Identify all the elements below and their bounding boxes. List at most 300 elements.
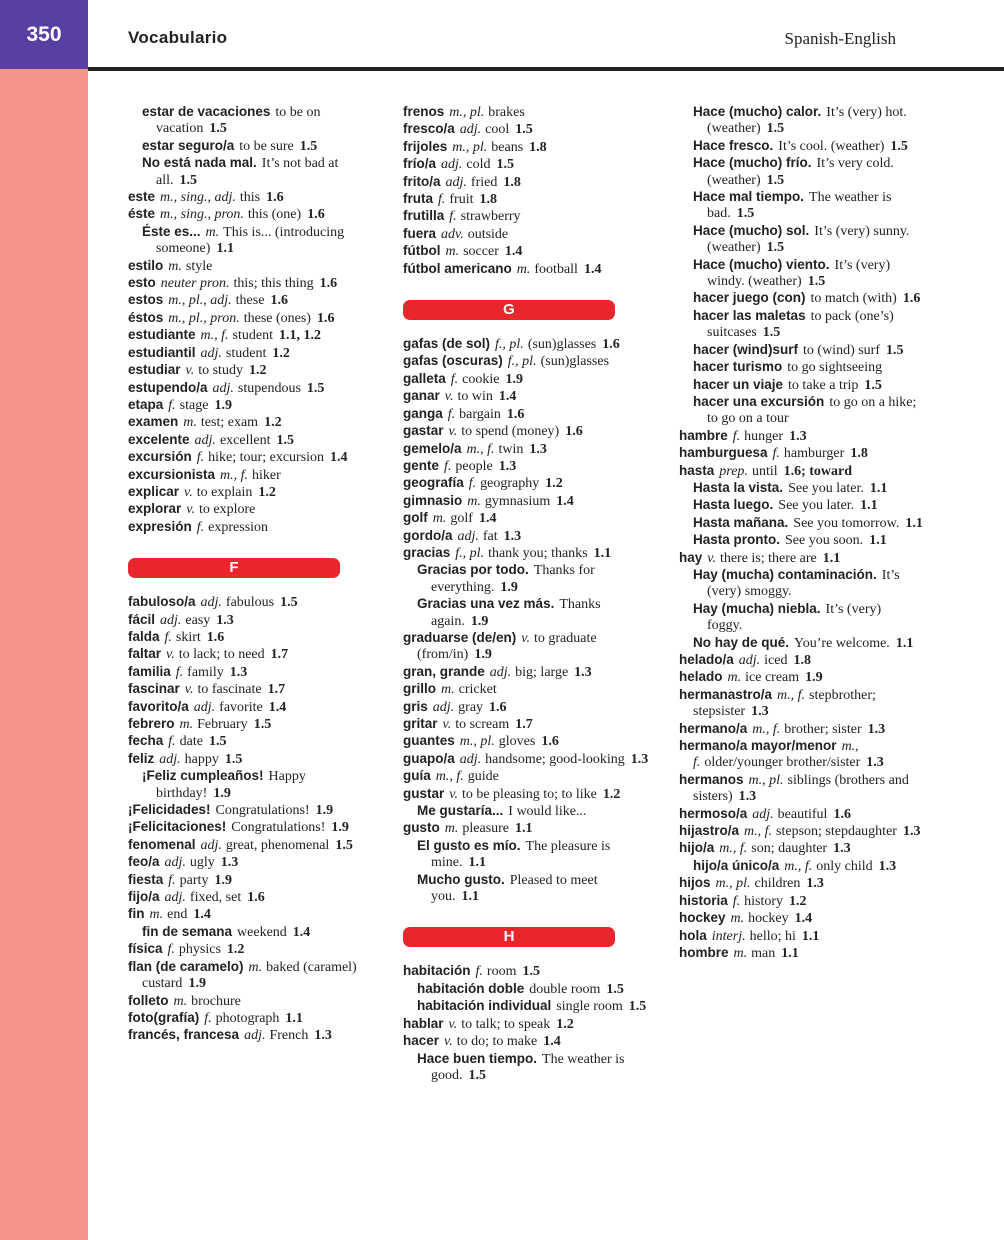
headword: Hace fresco. (693, 137, 774, 153)
lesson-reference: 1.5 (807, 274, 826, 290)
vocab-entry (128, 1010, 374, 1027)
lesson-reference: 1.9 (213, 785, 231, 801)
grammar-label: adj. (212, 380, 234, 396)
definition: beautiful (777, 806, 828, 822)
headword: expresión (128, 518, 192, 534)
definition: children (754, 876, 801, 892)
headword: favorito/a (128, 698, 189, 714)
headword: guía (403, 768, 431, 784)
headword: Gracias por todo. (417, 562, 529, 578)
lesson-reference: 1.4 (330, 450, 348, 466)
headword: habitación (403, 963, 471, 979)
header-rule (88, 67, 1004, 71)
grammar-label: adj. (160, 612, 182, 628)
vocab-entry (128, 629, 374, 646)
grammar-label: m., f. (466, 441, 495, 457)
grammar-label: adj. (200, 837, 222, 853)
definition: strawberry (460, 209, 521, 225)
grammar-label: m., pl. (459, 734, 495, 750)
definition: It’s (very) foggy. (707, 601, 882, 634)
lesson-reference: 1.5 (306, 380, 325, 396)
lesson-reference: 1.1 (895, 635, 914, 651)
lesson-reference: 1.8 (850, 446, 868, 462)
headword: feo/a (128, 854, 160, 870)
grammar-label: v. (184, 682, 194, 698)
grammar-label: v. (166, 647, 175, 663)
grammar-label: v. (521, 630, 530, 646)
headword: fijo/a (128, 889, 160, 905)
vocab-entry (403, 191, 649, 208)
grammar-label: f. (475, 964, 483, 980)
definition: end (167, 907, 188, 923)
grammar-label: v. (707, 550, 716, 566)
lesson-reference: 1.3 (314, 1028, 332, 1044)
definition: to study (198, 363, 243, 379)
definition: room (486, 964, 517, 980)
definition: to graduate (from/in) (417, 630, 597, 663)
vocab-entry (403, 493, 649, 510)
definition: hockey (748, 911, 789, 927)
definition: See you soon. (785, 533, 864, 549)
lesson-reference: 1.6 (266, 190, 284, 206)
lesson-reference: 1.2 (602, 786, 621, 802)
grammar-label: adj. (459, 751, 482, 767)
lesson-reference: 1.6 (902, 291, 921, 307)
vocab-entry (128, 837, 374, 854)
definition: style (185, 258, 213, 274)
sub-entry (679, 377, 925, 394)
headword: hacer juego (con) (693, 290, 806, 306)
lesson-reference: 1.1 (285, 1010, 303, 1026)
lesson-reference: 1.5 (766, 240, 785, 256)
headword: estar seguro/a (142, 137, 235, 153)
grammar-label: m. (168, 258, 182, 274)
sub-entry (679, 567, 925, 601)
vocab-entry (679, 738, 925, 772)
lesson-reference: 1.4 (478, 511, 497, 527)
lesson-reference: 1.5 (209, 121, 227, 137)
headword: frito/a (403, 173, 441, 189)
lesson-reference: 1.7 (270, 647, 289, 663)
vocab-entry (403, 716, 649, 733)
headword: helado (679, 669, 723, 685)
headword: estilo (128, 257, 164, 273)
lesson-reference: 1.5 (280, 595, 298, 611)
headword: hola (679, 927, 707, 943)
lesson-reference: 1.5 (886, 342, 904, 358)
headword: hablar (403, 1015, 444, 1031)
headword: febrero (128, 716, 175, 731)
headword: explorar (128, 501, 182, 517)
vocab-entry (403, 371, 649, 388)
lesson-reference: 1.1 (216, 241, 234, 257)
definition: ice cream (745, 670, 800, 686)
sub-entry (403, 562, 649, 596)
lesson-reference: 1.3 (789, 428, 807, 444)
lesson-reference: 1.9 (315, 803, 334, 819)
definition: golf (450, 511, 473, 527)
headword: grillo (403, 681, 436, 697)
headword: gastar (403, 423, 444, 439)
headword: Hasta pronto. (693, 532, 781, 548)
definition: thank you; thanks (488, 545, 588, 561)
vocab-entry (128, 501, 374, 518)
definition: brochure (191, 993, 241, 1009)
grammar-label: m., f. (693, 739, 859, 771)
headword: fuera (403, 225, 437, 241)
headword: fácil (128, 611, 156, 627)
vocab-entry (128, 414, 374, 431)
lesson-reference: 1.2 (264, 415, 282, 431)
grammar-label: m. (727, 670, 742, 686)
lesson-reference: 1.1 (905, 515, 923, 531)
lesson-reference: 1.1 (515, 821, 533, 837)
definition: stupendous (237, 380, 301, 396)
sub-entry (679, 532, 925, 549)
lesson-reference: 1.5 (299, 138, 318, 154)
grammar-label: adj. (193, 699, 216, 715)
definition: to do; to make (456, 1034, 538, 1050)
lesson-reference: 1.5 (522, 964, 540, 980)
definition: guide (467, 769, 499, 785)
headword: estupendo/a (128, 379, 208, 395)
headword: gafas (de sol) (403, 336, 491, 352)
grammar-label: m. (149, 907, 164, 923)
headword: No hay de qué. (693, 634, 790, 650)
grammar-label: adj. (752, 806, 774, 822)
vocab-entry (403, 820, 649, 837)
sub-entry (128, 224, 374, 258)
definition: these (ones) (243, 310, 311, 326)
definition: this (239, 190, 261, 206)
vocab-entry (128, 819, 374, 836)
headword: flan (de caramelo) (128, 958, 244, 974)
definition: son; daughter (751, 841, 828, 857)
definition: The pleasure is mine. (431, 838, 611, 871)
headword: hacer las maletas (693, 307, 806, 323)
lesson-reference: 1.1 (781, 945, 799, 961)
definition: Congratulations! (215, 803, 310, 819)
definition: Thanks again. (431, 597, 601, 629)
lesson-reference: 1.2 (248, 363, 267, 379)
lesson-reference: 1.4 (583, 261, 602, 277)
headword: guantes (403, 733, 455, 749)
headword: ¡Felicitaciones! (128, 819, 227, 835)
vocab-entry (128, 594, 374, 611)
definition: gymnasium (484, 493, 551, 509)
sub-entry (679, 189, 925, 223)
vocab-entry (403, 786, 649, 803)
headword: feliz (128, 750, 155, 766)
grammar-label: adj. (441, 157, 463, 173)
headword: graduarse (de/en) (403, 629, 517, 645)
definition: to (wind) surf (803, 342, 881, 358)
grammar-label: f. (468, 476, 477, 492)
lesson-reference: 1.1 (860, 498, 878, 514)
letter-header-h: H (403, 927, 615, 947)
definition: cold (466, 157, 491, 173)
headword: foto(grafía) (128, 1009, 200, 1025)
grammar-label: adj. (489, 664, 512, 680)
definition: to spend (money) (461, 424, 560, 440)
grammar-label: f. (168, 397, 176, 413)
lesson-reference: 1.4 (504, 244, 523, 260)
sub-entry (679, 342, 925, 359)
headword: ganga (403, 405, 443, 421)
headword: gordo/a (403, 527, 453, 543)
vocab-entry (403, 104, 649, 121)
lesson-reference: 1.6 (270, 293, 288, 309)
definition: See you tomorrow. (793, 515, 900, 531)
grammar-label: v. (444, 1034, 453, 1050)
grammar-label: v. (442, 717, 452, 732)
headword: fútbol (403, 243, 441, 259)
definition: hike; tour; excursion (208, 450, 325, 466)
lesson-reference: 1.3 (806, 876, 824, 892)
lesson-reference: 1.8 (529, 139, 547, 155)
headword: Hay (mucha) contaminación. (693, 566, 877, 582)
definition: easy (185, 612, 211, 628)
lesson-reference: 1.4 (543, 1034, 561, 1050)
headword: hamburguesa (679, 445, 768, 461)
sidebar-band (0, 0, 88, 1240)
lesson-reference: 1.5 (276, 432, 294, 448)
grammar-label: f. (196, 519, 205, 535)
headword: gran, grande (403, 663, 485, 679)
headword: Hace (mucho) viento. (693, 256, 830, 272)
definition: cricket (458, 682, 497, 698)
headword: excursionista (128, 466, 216, 482)
column-2 (403, 104, 649, 1084)
definition: outside (467, 226, 509, 242)
vocab-entry (679, 945, 925, 962)
vocab-entry (403, 699, 649, 716)
lesson-reference: 1.2 (556, 1016, 574, 1032)
definition: to fascinate (197, 682, 262, 698)
headword: hockey (679, 910, 726, 926)
grammar-label: f., pl. (495, 337, 524, 353)
definition: single room (556, 999, 623, 1015)
sub-entry (128, 138, 374, 155)
grammar-label: f. (732, 428, 741, 444)
definition: big; large (515, 664, 569, 680)
grammar-label: m., pl., adj. (168, 293, 232, 309)
lesson-reference: 1.4 (794, 911, 813, 927)
vocab-entry (403, 388, 649, 405)
headword: Hasta la vista. (693, 479, 784, 495)
sub-entry (679, 635, 925, 652)
definition: It’s not bad at all. (156, 156, 339, 188)
definition: February (197, 717, 248, 732)
grammar-label: f. (447, 406, 456, 422)
definition: favorite (219, 699, 263, 715)
grammar-label: m. (432, 511, 447, 527)
grammar-label: m., pl. (449, 105, 485, 120)
definition: stepbrother; stepsister (693, 687, 876, 720)
headword: hacer un viaje (693, 376, 784, 392)
definition: twin (498, 441, 524, 457)
vocab-entry (679, 669, 925, 686)
sub-entry (679, 359, 925, 376)
lesson-reference: 1.3 (902, 824, 921, 840)
vocab-entry (403, 353, 649, 370)
sub-entry (403, 1051, 649, 1085)
lesson-reference: 1.6 (307, 207, 325, 223)
grammar-label: m. (516, 261, 531, 277)
headword: hijo/a único/a (693, 857, 780, 873)
grammar-label: m. (441, 682, 455, 698)
headword: gimnasio (403, 492, 463, 508)
lesson-reference: 1.4 (556, 493, 574, 509)
vocab-entry (679, 445, 925, 462)
vocab-entry (679, 772, 925, 806)
vocab-entry (128, 397, 374, 414)
vocab-entry (403, 475, 649, 492)
vocab-entry (403, 174, 649, 191)
headword: hacer (wind)surf (693, 341, 799, 357)
definition: hamburger (783, 446, 845, 462)
lesson-reference: 1.3 (498, 458, 517, 474)
lesson-reference: 1.9 (214, 397, 232, 413)
headword: ganar (403, 388, 440, 404)
definition: beans (491, 139, 524, 155)
lesson-reference: 1.5 (762, 325, 781, 341)
headword: hacer una excursión (693, 393, 825, 409)
headword: folleto (128, 992, 169, 1008)
headword: Hace buen tiempo. (417, 1050, 538, 1066)
definition: gray (458, 699, 484, 715)
vocab-entry (679, 840, 925, 857)
definition: history (744, 893, 784, 909)
headword: excursión (128, 449, 192, 465)
grammar-label: m. (730, 911, 745, 927)
vocab-entry (128, 432, 374, 449)
lesson-reference: 1.5 (766, 121, 785, 137)
headword: hijos (679, 875, 711, 891)
definition: expression (208, 519, 269, 535)
vocab-entry (403, 243, 649, 260)
lesson-reference: 1.1 (801, 928, 820, 944)
definition: date (179, 734, 203, 750)
headword: gente (403, 457, 440, 473)
vocab-entry (128, 189, 374, 206)
grammar-label: f. (168, 734, 176, 750)
lesson-reference: 1.6 (565, 424, 583, 440)
definition: happy (184, 751, 219, 767)
lesson-reference: 1.9 (470, 613, 489, 629)
headword: gris (403, 698, 428, 714)
definition: It’s (very) windy. (weather) (707, 257, 891, 290)
lesson-reference: 1.9 (505, 371, 523, 387)
lesson-reference: 1.2 (545, 476, 563, 492)
headword: No está nada mal. (142, 155, 257, 171)
headword: familia (128, 663, 171, 679)
column-1 (128, 104, 374, 1045)
grammar-label: m., pl. (748, 772, 784, 788)
vocab-entry (679, 652, 925, 669)
grammar-label: interj. (711, 928, 746, 944)
sub-entry (679, 480, 925, 497)
lesson-reference: 1.2 (258, 484, 276, 500)
lesson-reference: 1.3 (529, 441, 547, 457)
definition: photograph (215, 1010, 280, 1026)
headword: estudiante (128, 327, 196, 343)
lesson-reference: 1.3 (574, 664, 592, 680)
definition: It’s cool. (weather) (778, 138, 885, 154)
headword: hermanos (679, 771, 744, 787)
lesson-reference: 1.3 (220, 855, 239, 871)
page-number (0, 0, 88, 69)
lesson-reference: 1.8 (503, 174, 521, 190)
grammar-label: m., f. (220, 467, 249, 483)
headword: fin de semana (142, 923, 233, 939)
vocab-entry (403, 733, 649, 750)
headword: frío/a (403, 156, 437, 172)
vocab-entry (128, 699, 374, 716)
lesson-reference: 1.9 (331, 820, 349, 836)
grammar-label: m. (445, 244, 460, 260)
lesson-reference: 1.1 (822, 550, 841, 566)
grammar-label: v. (186, 502, 195, 518)
grammar-label: m., sing., pron. (160, 207, 244, 223)
letter-header-f: F (128, 558, 340, 578)
grammar-label: adj. (159, 751, 181, 767)
definition: baked (caramel) custard (142, 959, 357, 992)
lesson-reference: 1.1 (593, 545, 612, 561)
lesson-reference: 1.3 (878, 858, 897, 874)
grammar-label: f. (167, 942, 175, 958)
headword: fenomenal (128, 836, 196, 852)
definition: older/younger brother/sister (704, 755, 861, 771)
definition: (sun)glasses (527, 337, 597, 353)
lesson-reference: 1.5 (335, 837, 353, 853)
definition: Pleased to meet you. (431, 872, 598, 905)
grammar-label: adj. (164, 890, 186, 906)
grammar-label: v. (449, 786, 458, 802)
lesson-reference: 1.3 (866, 755, 884, 771)
vocab-entry (403, 423, 649, 440)
sub-entry (679, 138, 925, 155)
lesson-reference: 1.6 (506, 406, 525, 422)
grammar-label: m., sing., adj. (160, 190, 236, 206)
definition: man (751, 945, 776, 961)
definition: party (179, 872, 209, 888)
grammar-label: adj. (194, 432, 216, 448)
headword: fabuloso/a (128, 594, 196, 610)
definition: This is... (introducing someone) (156, 224, 345, 257)
grammar-label: adj. (738, 653, 761, 668)
vocab-entry (403, 630, 649, 664)
lesson-reference: 1.5 (736, 206, 755, 222)
page-subtitle: Spanish-English (784, 29, 896, 48)
definition: to lack; to need (178, 647, 265, 663)
vocab-entry (128, 959, 374, 993)
vocab-entry (403, 681, 649, 698)
headword: frutilla (403, 208, 445, 224)
headword: Hace (mucho) frío. (693, 155, 812, 171)
lesson-reference: 1.3 (833, 841, 851, 857)
definition: fabulous (225, 595, 275, 611)
definition: cool (485, 122, 510, 138)
headword: hermano/a (679, 720, 748, 736)
lesson-reference: 1.6 (319, 276, 338, 292)
lesson-reference: 1.2 (789, 893, 807, 909)
grammar-label: f. (449, 209, 457, 225)
grammar-label: m., pl., pron. (168, 310, 240, 326)
headword: gritar (403, 716, 438, 731)
lesson-reference: 1.6 (316, 310, 335, 326)
headword: Hay (mucha) niebla. (693, 600, 821, 616)
